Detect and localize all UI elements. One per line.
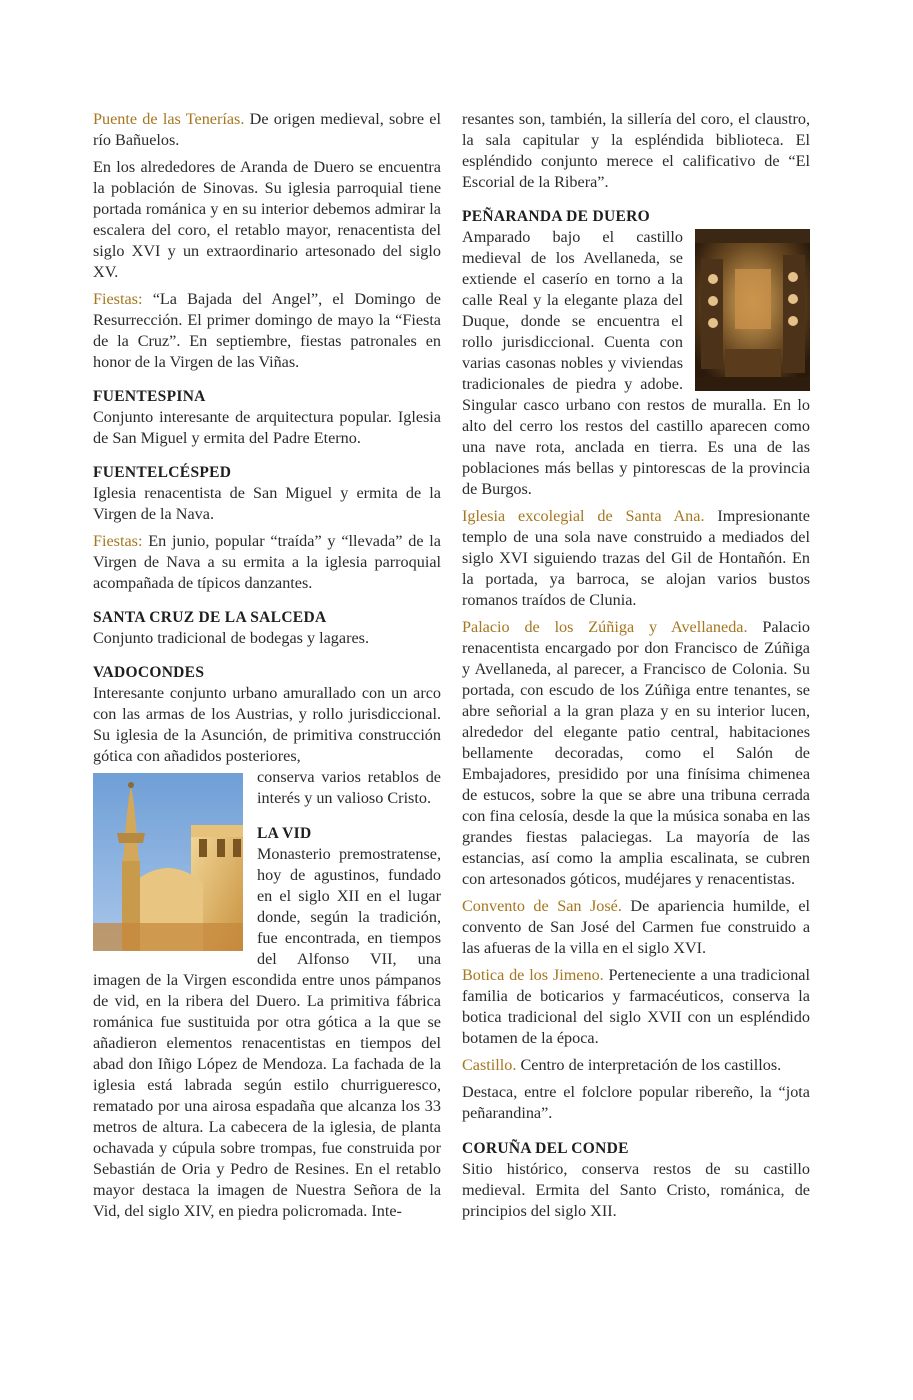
la-vid-title: LA VID bbox=[257, 825, 312, 842]
puente-paragraph bbox=[93, 109, 441, 151]
fuentelcesped-fiestas-heading: Fiestas: bbox=[93, 532, 143, 550]
convento-text: De apariencia humilde, el convento de San José del Carmen fue construido a las afueras de la villa en el siglo XVI. bbox=[462, 897, 811, 957]
fuentelcesped-fiestas-text: En junio, popular “traída” y “llevada” de la Virgen de Nava a su ermita a la iglesia parroquial acompañada de típicos danzantes. bbox=[93, 532, 441, 592]
castillo-heading: Castillo. bbox=[462, 1056, 517, 1074]
convento-paragraph bbox=[462, 896, 810, 959]
palacio-heading: Palacio de los Zúñiga y Avellaneda. bbox=[462, 618, 748, 636]
fiestas-text: “La Bajada del Angel”, el Domingo de Resurrección. El primer domingo de mayo la “Fiesta de la Cruz”. En septiembre, fiestas patronales en honor de la Virgen de las Viñas. bbox=[93, 290, 441, 371]
folclore-paragraph: Destaca, entre el folclore popular ribereño, la “jota peñarandina”. bbox=[462, 1083, 810, 1122]
fiestas-heading: Fiestas: bbox=[93, 290, 143, 308]
castillo-text: Centro de interpretación de los castillos. bbox=[516, 1056, 782, 1074]
botica-paragraph bbox=[462, 965, 810, 1049]
vadocondes-text-b: conserva varios retablos de interés y un valioso Cristo. bbox=[257, 768, 441, 807]
puente-heading: Puente de las Tenerías. bbox=[93, 110, 245, 128]
colegial-paragraph bbox=[462, 506, 810, 611]
la-vid-text: Monasterio premostratense, hoy de agustinos, fundado en el siglo XII en el lugar donde, según la tradición, fue encontrada, en tiempos del Alfonso VII, una imagen de la Virgen escondida entre unos pámpanos de vid, en la ribera del Duero. La primitiva fábrica románica fue sustituida por otra gótica a la que se añadieron elementos renacentistas en tiempos del abad don Iñigo López de Mendoza. La fachada de la iglesia está labrada según estilo churrigueresco, rematado por una airosa espadaña que alcanza los 33 metros de altura. La cabecera de la iglesia, de planta ochavada y cúpula sobre trompas, fue construida por Sebastián de Oria y Pedro de Resines. En el retablo mayor destaca la imagen de Nuestra Señora de la Vid, del siglo XIV, en piedra policromada. Inte- bbox=[93, 845, 441, 1220]
vadocondes-paragraph bbox=[93, 683, 441, 767]
botica-interior-photo bbox=[695, 229, 810, 391]
fuentelcesped-title: FUENTELCÉSPED bbox=[93, 464, 232, 481]
fuentelcesped-fiestas bbox=[93, 531, 441, 594]
vadocondes-text-a: Interesante conjunto urbano amurallado con un arco con las armas de los Austrias, y rollo jurisdiccional. Su iglesia de la Asunción, de primitiva construcción gótica con añadidos posteriores, bbox=[93, 684, 441, 765]
fuentespina-title: FUENTESPINA bbox=[93, 388, 206, 405]
castillo-paragraph bbox=[462, 1055, 810, 1076]
right-column bbox=[462, 109, 810, 1228]
colegial-heading: Iglesia excolegial de Santa Ana. bbox=[462, 507, 705, 525]
palacio-text: Palacio renacentista encargado por don Francisco de Zúñiga y Avellaneda, al parecer, a Francisco de Colonia. Su portada, con escudo de los Zúñiga entre tenantes, se abre señorial a la gran plaza y en su interior lucen, alrededor del elegante patio central, habitaciones bellamente decoradas, como el Salón de Embajadores, presidido por una finísima chimenea de estucos, sobre la que se abre una tribuna cerrada con fina celosía, desde la que la música sonaba en las grandes fiestas palaciegas. La mayoría de las estancias, así como la amplia escalinata, se cubren con artesonados góticos, mudéjares y renacentistas. bbox=[462, 618, 810, 888]
fuentelcesped-text: Iglesia renacentista de San Miguel y ermita de la Virgen de la Nava. bbox=[93, 484, 441, 523]
palacio-paragraph bbox=[462, 617, 810, 890]
botica-heading: Botica de los Jimeno. bbox=[462, 966, 604, 984]
colegial-text: Impresionante templo de una sola nave construido a mediados del siglo XVI siguiendo trazas del Gil de Hontañón. En la portada, ya barroca, se alojan varios bustos romanos traídos de Clunia. bbox=[462, 507, 810, 609]
coruna-title: CORUÑA DEL CONDE bbox=[462, 1140, 629, 1157]
coruna-text: Sitio histórico, conserva restos de su castillo medieval. Ermita del Santo Cristo, románica, de principios del siglo XII. bbox=[462, 1160, 810, 1220]
la-vid-monastery-photo bbox=[93, 773, 243, 951]
santa-cruz-text: Conjunto tradicional de bodegas y lagares. bbox=[93, 629, 370, 647]
penaranda-title: PEÑARANDA DE DUERO bbox=[462, 208, 650, 225]
fuentespina-text: Conjunto interesante de arquitectura popular. Iglesia de San Miguel y ermita del Padre Eterno. bbox=[93, 408, 441, 447]
la-vid-continued: resantes son, también, la sillería del coro, el claustro, la sala capitular y la espléndida biblioteca. El espléndido conjunto merece el calificativo de “El Escorial de la Ribera”. bbox=[462, 110, 810, 191]
puente-text: De origen medieval, sobre el río Bañuelos. bbox=[93, 110, 441, 149]
botica-text: Perteneciente a una tradicional familia de boticarios y farmacéuticos, conserva la botica tradicional del siglo XVII con un espléndido botamen de la época. bbox=[462, 966, 810, 1047]
left-column bbox=[93, 109, 441, 1228]
convento-heading: Convento de San José. bbox=[462, 897, 622, 915]
sinovas-paragraph: En los alrededores de Aranda de Duero se encuentra la población de Sinovas. Su iglesia parroquial tiene portada románica y en su interior debemos admirar la escalera del coro, el retablo mayor, renacentista del siglo XVI y un extraordinario artesonado del siglo XV. bbox=[93, 158, 441, 281]
santa-cruz-title: SANTA CRUZ DE LA SALCEDA bbox=[93, 609, 327, 626]
fiestas-paragraph bbox=[93, 289, 441, 373]
penaranda-text: Amparado bajo el castillo medieval de los Avellaneda, se extiende el caserío en torno a la calle Real y la elegante plaza del Duque, donde se encuentra el rollo jurisdiccional. Cuenta con varias casonas nobles y viviendas tradicionales de piedra y adobe. Singular casco urbano con restos de muralla. En lo alto del cerro los restos del castillo aparecen como una nave rota, anclada en tierra. Es una de las poblaciones más bellas y pintorescas de la provincia de Burgos. bbox=[462, 228, 810, 498]
vadocondes-title: VADOCONDES bbox=[93, 664, 205, 681]
